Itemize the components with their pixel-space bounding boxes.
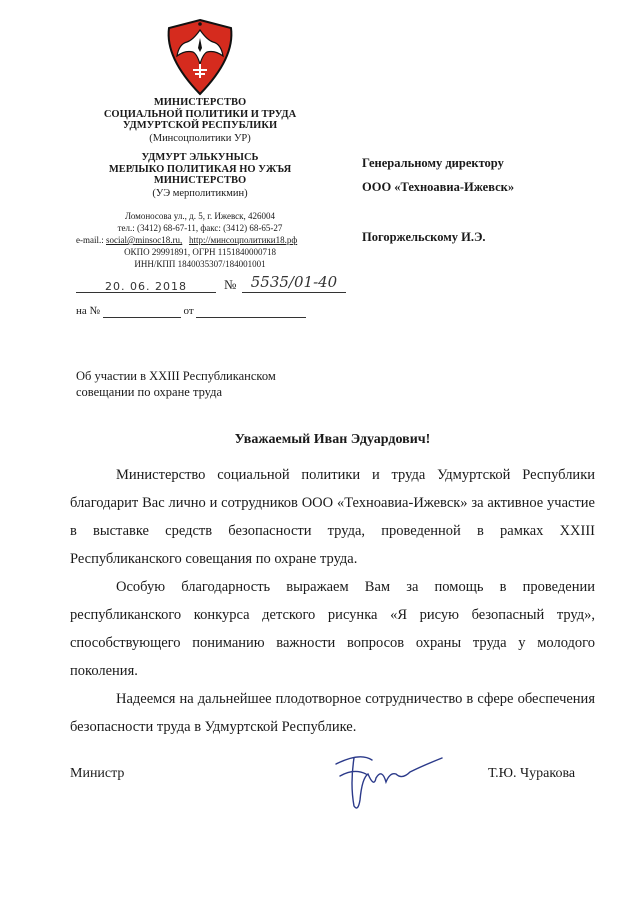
reference-date-blank [196, 305, 306, 318]
reference-from-label: от [183, 305, 194, 317]
phones: тел.: (3412) 68-67-11, факс: (3412) 68-65-27 [117, 223, 283, 233]
ministry-short-russian: (Минсоцполитики УР) [149, 133, 251, 144]
body-paragraph-2: Особую благодарность выражаем Вам за помощь в проведении республиканского конкурса детского рисунка «Я рисую безопасный труд», способствующего пониманию важности вопросов охраны труда у молодого поколения. [70, 579, 595, 679]
greeting: Уважаемый Иван Эдуардович! [234, 432, 431, 447]
ministry-name-line: МЕРЛЫКО ПОЛИТИКАЯ НО УЖЪЯ [108, 163, 292, 175]
udmurt-coat-of-arms-emblem [163, 18, 237, 96]
ministry-short-udmurt: (УЭ мерполитикмин) [152, 188, 248, 199]
contacts-web [76, 235, 297, 246]
ministry-name-line: УДМУРТ ЭЛЬКУНЫСЬ [141, 152, 259, 163]
number-sign: № [224, 277, 237, 292]
addressee-line-2: ООО «Техноавиа-Ижевск» [362, 180, 515, 194]
email-label: e-mail.: [76, 235, 104, 245]
reference-label: на № [76, 305, 101, 317]
ministry-name-line: СОЦИАЛЬНОЙ ПОЛИТИКИ И ТРУДА [103, 108, 297, 120]
number-value: 5535/01-40 [250, 273, 338, 291]
email-link[interactable]: social@minsoc18.ru, [106, 235, 183, 245]
addressee-line-1: Генеральному директору [362, 156, 504, 170]
subject-line: совещании по охране труда [76, 385, 223, 399]
ministry-name-line: УДМУРТСКОЙ РЕСПУБЛИКИ [122, 120, 278, 131]
ministry-name-russian [50, 97, 350, 132]
addressee-line-3: Погоржельскому И.Э. [362, 230, 486, 244]
website-link[interactable]: http://минсоцполитики18.рф [189, 235, 298, 245]
signatory-name: Т.Ю. Чуракова [488, 766, 576, 781]
number-field [242, 273, 346, 293]
ministry-name-udmurt [50, 152, 350, 187]
reference-number-blank [103, 305, 181, 318]
subject-line: Об участии в XXIII Республиканском [76, 369, 276, 383]
date-value: 20. 06. 2018 [105, 280, 187, 293]
signatory-title: Министр [70, 766, 125, 781]
body-paragraph-3: Надеемся на дальнейшее плодотворное сотрудничество в сфере обеспечения безопасности труда в Удмуртской Республике. [70, 691, 595, 735]
letter-subject [76, 368, 276, 400]
okpo: ОКПО 29991891, ОГРН 1151840000718 [124, 247, 276, 257]
address: Ломоносова ул., д. 5, г. Ижевск, 426004 [124, 211, 276, 221]
ministry-name-line: МИНИСТЕРСТВО [153, 175, 247, 186]
inn: ИНН/КПП 1840035307/184001001 [134, 259, 266, 269]
body-paragraph-1: Министерство социальной политики и труда Удмуртской Республики благодарит Вас лично и сотрудников ООО «Техноавиа-Ижевск» за активное участие в выставке средств безопасности труда, проведенной в рамках XXIII Республиканского совещания по охране труда. [70, 467, 595, 567]
reference-line [76, 305, 306, 318]
handwritten-signature [330, 748, 448, 816]
ministry-name-line: МИНИСТЕРСТВО [153, 97, 247, 108]
date-field [76, 277, 216, 293]
